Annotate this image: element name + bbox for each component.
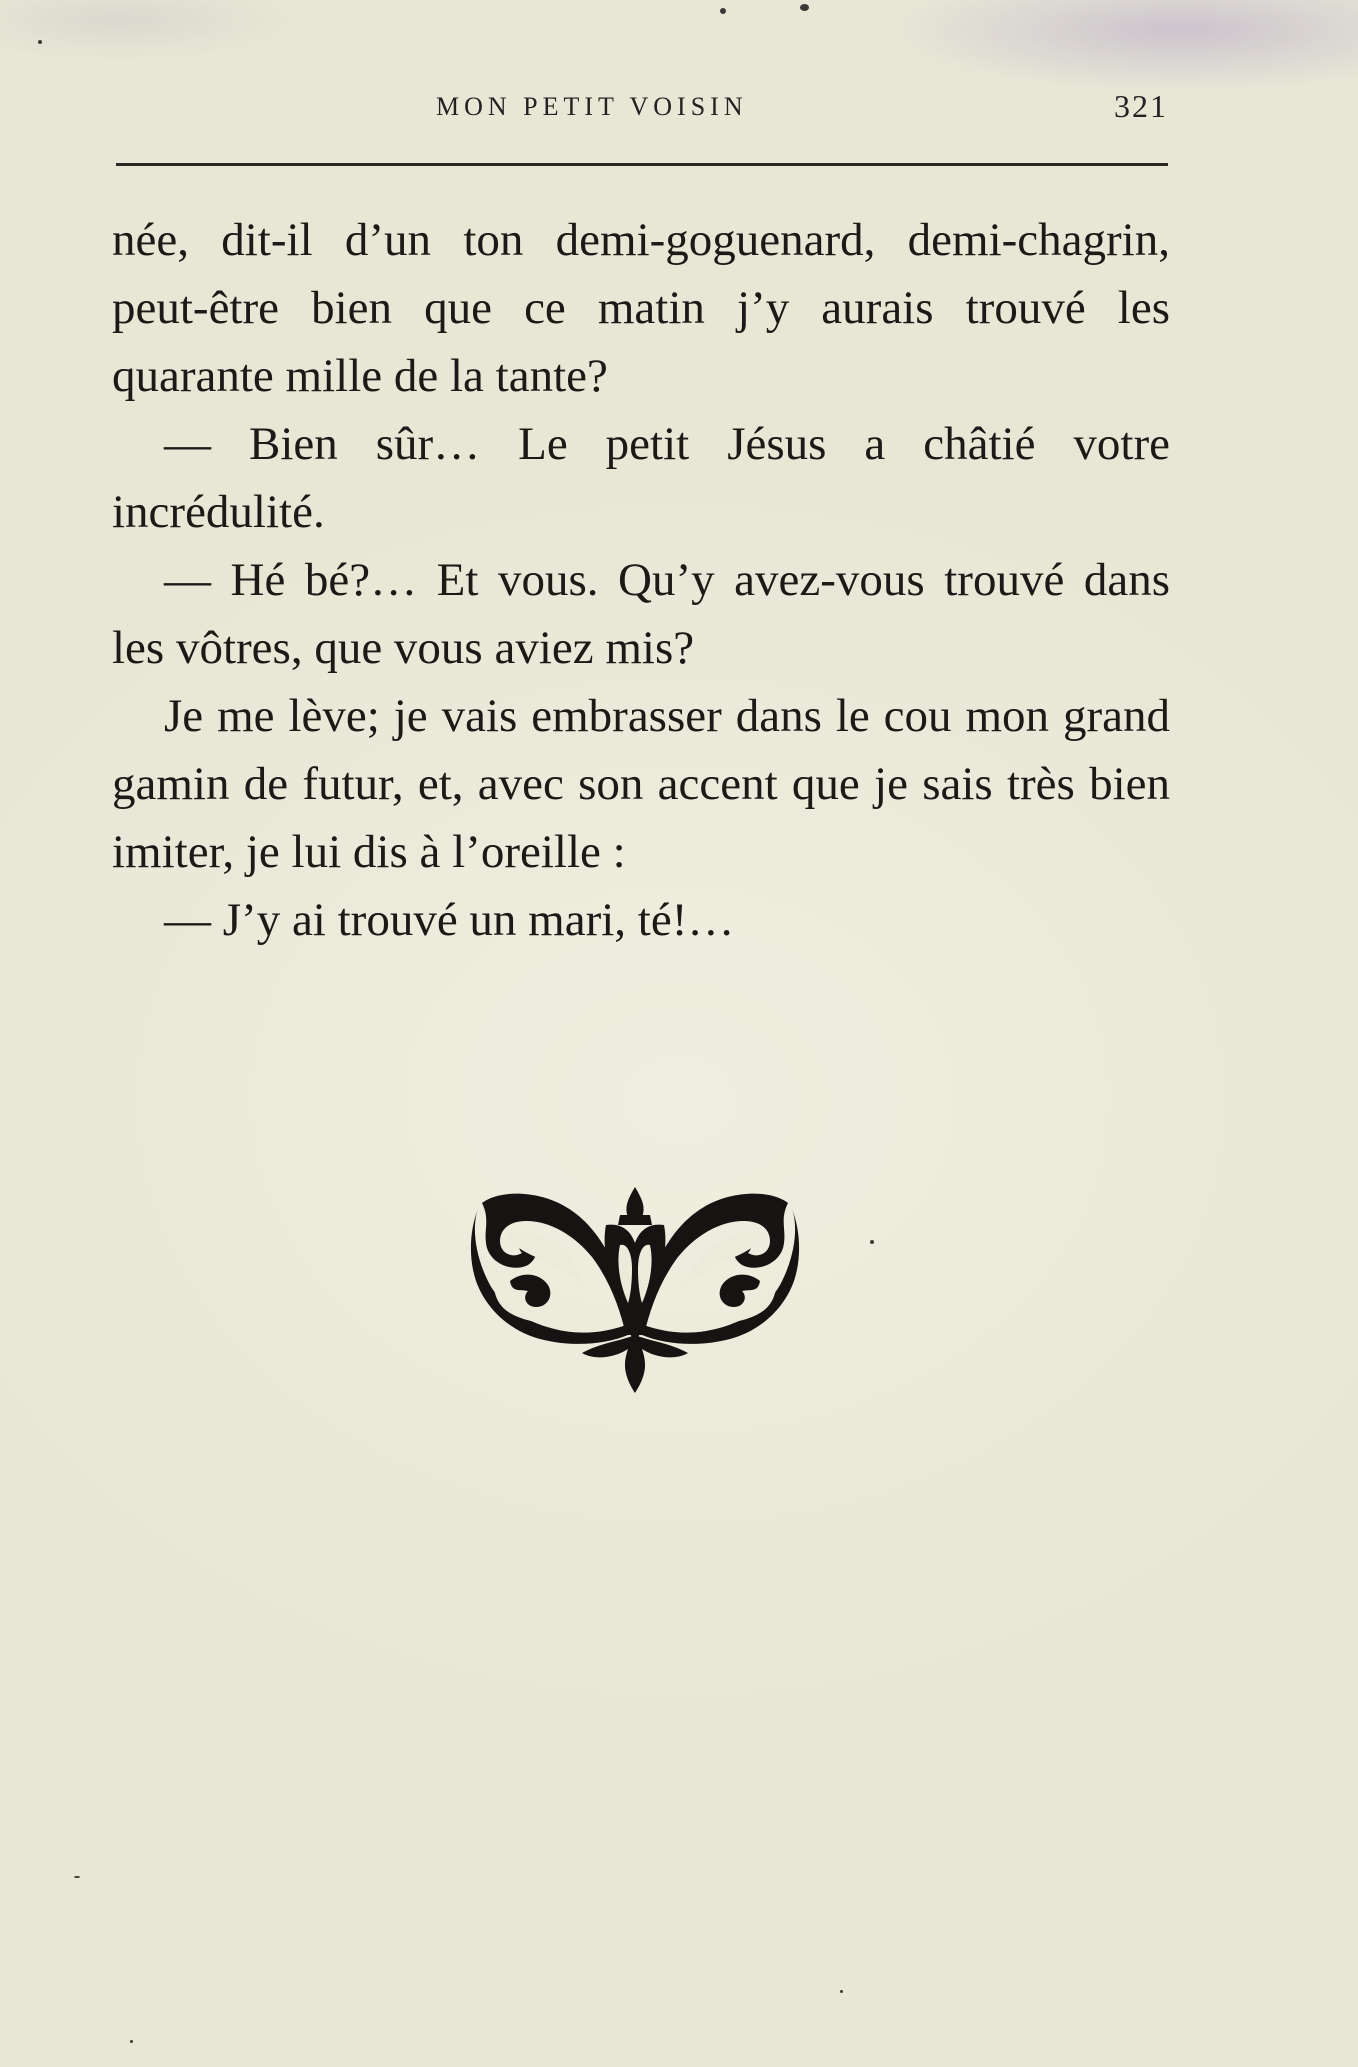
header-rule [116,163,1168,166]
paper-speck [38,40,42,44]
page-number: 321 [1114,88,1168,124]
paper-speck [74,1876,80,1878]
paragraph-4: Je me lève; je vais embrasser dans le cou mon grand gamin de futur, et, avec son accent que je sais très bien imiter, je lui dis à l’oreille : [112,690,1170,878]
paragraph-1: née, dit-il d’un ton demi-goguenard, demi-chagrin, peut-être bien que ce matin j’y aurais trouvé les quarante mille de la tante? [112,214,1170,402]
paper-speck [130,2040,133,2043]
paper-speck [840,1990,843,1993]
paper-speck [870,1240,874,1244]
tailpiece-ornament-icon [470,1185,800,1395]
paper-speck [720,8,726,14]
paper-speck [800,4,809,11]
body-text [112,206,1170,954]
paragraph-5: — J’y ai trouvé un mari, té!… [164,894,735,946]
running-title: MON PETIT VOISIN [436,92,748,121]
paragraph-3: — Hé bé?… Et vous. Qu’y avez-vous trouvé dans les vôtres, que vous aviez mis? [112,554,1170,674]
running-head [116,88,1168,128]
paragraph-2: — Bien sûr… Le petit Jésus a châtié votre incrédulité. [112,418,1170,538]
